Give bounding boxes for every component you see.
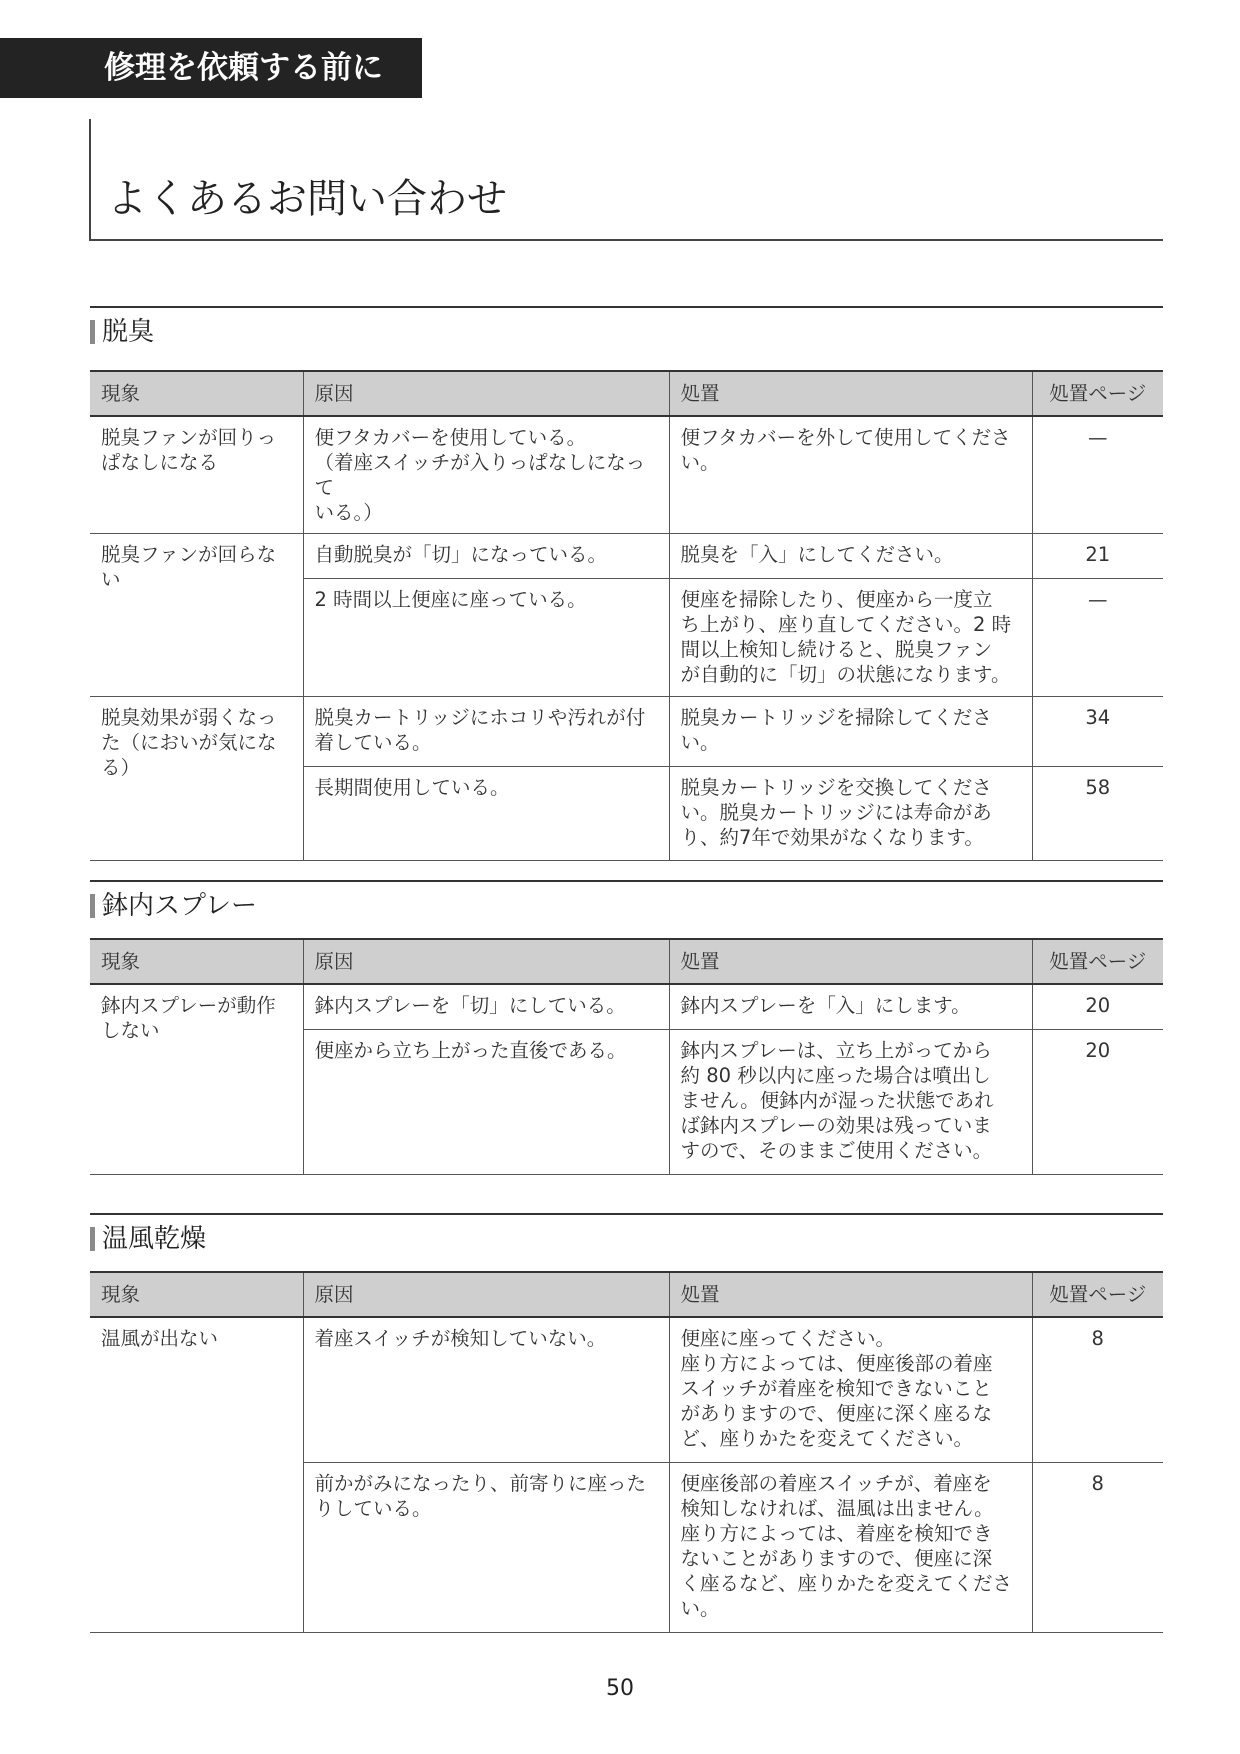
- remedy-cell: 脱臭を「入」にしてください。: [669, 534, 1032, 579]
- remedy-cell: 便座後部の着座スイッチが、着座を 検知しなければ、温風は出ません。 座り方によっては、着座を検知でき ないことがありますので、便座に深 く座るなど、座りかたを変えてくださ い。: [669, 1462, 1032, 1632]
- page-ref-cell: 8: [1032, 1317, 1163, 1462]
- remedy-cell: 便座を掃除したり、便座から一度立 ち上がり、座り直してください。2 時 間以上検知し続けると、脱臭ファン が自動的に「切」の状態になります。: [669, 579, 1032, 697]
- cause-cell: 脱臭カートリッジにホコリや汚れが付 着している。: [303, 697, 669, 767]
- remedy-cell: 便フタカバーを外して使用してくださ い。: [669, 416, 1032, 534]
- column-header-page: 処置ページ: [1032, 371, 1163, 416]
- remedy-cell: 脱臭カートリッジを交換してくださ い。脱臭カートリッジには寿命があ り、約7年で効果がなくなります。: [669, 767, 1032, 861]
- page-ref-cell: —: [1032, 416, 1163, 534]
- column-header-page: 処置ページ: [1032, 1272, 1163, 1317]
- cause-cell: 着座スイッチが検知していない。: [303, 1317, 669, 1462]
- section-marker: [90, 894, 95, 918]
- page-ref-cell: 58: [1032, 767, 1163, 861]
- section-title: 脱臭: [102, 317, 155, 347]
- symptom-cell: 脱臭効果が弱くなっ た（においが気にな る）: [90, 697, 303, 861]
- column-header-page: 処置ページ: [1032, 939, 1163, 984]
- column-header-symptom: 現象: [90, 371, 303, 416]
- page-ref-cell: —: [1032, 579, 1163, 697]
- symptom-cell: 脱臭ファンが回らな い: [90, 534, 303, 697]
- column-header-cause: 原因: [303, 371, 669, 416]
- page-number: 50: [606, 1676, 634, 1701]
- table-row: [90, 416, 1163, 534]
- faq-table-bowl-spray: [90, 938, 1163, 1175]
- table-row: [90, 984, 1163, 1029]
- page-title: よくあるお問い合わせ: [107, 176, 507, 222]
- column-header-symptom: 現象: [90, 1272, 303, 1317]
- symptom-cell: 温風が出ない: [90, 1317, 303, 1632]
- page-ref-cell: 34: [1032, 697, 1163, 767]
- column-header-remedy: 処置: [669, 1272, 1032, 1317]
- table-header-row: [90, 939, 1163, 984]
- table-header-row: [90, 1272, 1163, 1317]
- section-heading-warm-air-dry: [90, 1213, 1163, 1253]
- table-row: [90, 697, 1163, 767]
- cause-cell: 便座から立ち上がった直後である。: [303, 1029, 669, 1174]
- section-heading-deodorize: [90, 306, 1163, 346]
- column-header-cause: 原因: [303, 1272, 669, 1317]
- faq-table-warm-air-dry: [90, 1271, 1163, 1633]
- section-marker: [90, 320, 95, 344]
- page-ref-cell: 8: [1032, 1462, 1163, 1632]
- cause-cell: 便フタカバーを使用している。 （着座スイッチが入りっぱなしになって いる。）: [303, 416, 669, 534]
- column-header-remedy: 処置: [669, 939, 1032, 984]
- chapter-banner: 修理を依頼する前に: [0, 38, 422, 98]
- column-header-remedy: 処置: [669, 371, 1032, 416]
- cause-cell: 鉢内スプレーを「切」にしている。: [303, 984, 669, 1029]
- page-ref-cell: 21: [1032, 534, 1163, 579]
- symptom-cell: 脱臭ファンが回りっ ぱなしになる: [90, 416, 303, 534]
- faq-table-deodorize: [90, 370, 1163, 861]
- page-title-frame: [89, 119, 1163, 241]
- remedy-cell: 便座に座ってください。 座り方によっては、便座後部の着座 スイッチが着座を検知できないこと がありますので、便座に深く座るな ど、座りかたを変えてください。: [669, 1317, 1032, 1462]
- page-ref-cell: 20: [1032, 984, 1163, 1029]
- cause-cell: 2 時間以上便座に座っている。: [303, 579, 669, 697]
- column-header-symptom: 現象: [90, 939, 303, 984]
- remedy-cell: 鉢内スプレーは、立ち上がってから 約 80 秒以内に座った場合は噴出し ません。便鉢内が湿った状態であれ ば鉢内スプレーの効果は残っていま すので、そのままご使用ください。: [669, 1029, 1032, 1174]
- section-heading-bowl-spray: [90, 880, 1163, 920]
- remedy-cell: 脱臭カートリッジを掃除してくださ い。: [669, 697, 1032, 767]
- cause-cell: 長期間使用している。: [303, 767, 669, 861]
- section-marker: [90, 1227, 95, 1251]
- table-row: [90, 534, 1163, 579]
- table-header-row: [90, 371, 1163, 416]
- column-header-cause: 原因: [303, 939, 669, 984]
- cause-cell: 自動脱臭が「切」になっている。: [303, 534, 669, 579]
- section-title: 温風乾燥: [102, 1224, 207, 1254]
- section-title: 鉢内スプレー: [102, 891, 257, 921]
- remedy-cell: 鉢内スプレーを「入」にします。: [669, 984, 1032, 1029]
- page-ref-cell: 20: [1032, 1029, 1163, 1174]
- table-row: [90, 1317, 1163, 1462]
- symptom-cell: 鉢内スプレーが動作 しない: [90, 984, 303, 1174]
- cause-cell: 前かがみになったり、前寄りに座った りしている。: [303, 1462, 669, 1632]
